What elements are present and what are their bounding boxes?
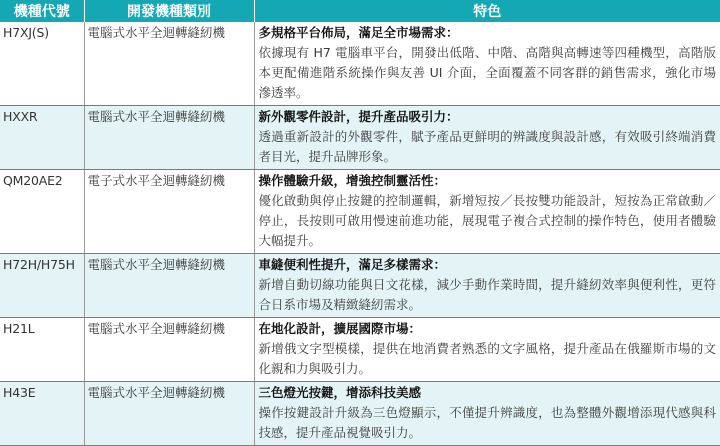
model-category: 電子式水平全迴轉縫紉機 bbox=[84, 170, 254, 254]
feature-description: 透過重新設計的外觀零件，賦予產品更鮮明的辨識度與設計感，有效吸引終端消費者目光，提升品牌形象。 bbox=[258, 129, 716, 164]
feature-description: 新增俄文字型模樣，提供在地消費者熟悉的文字風格，提升產品在俄羅斯市場的文化親和力與吸引力。 bbox=[258, 341, 716, 376]
feature-title: 在地化設計，擴展國際市場： bbox=[258, 321, 422, 336]
table-header-row bbox=[0, 0, 720, 22]
model-code: H43E bbox=[0, 382, 84, 446]
model-code: H21L bbox=[0, 318, 84, 382]
model-code: HXXR bbox=[0, 106, 84, 170]
feature-description: 操作按鍵設計升級為三色燈顯示，不僅提升辨識度，也為整體外觀增添現代感與科技感，提升產品視覺吸引力。 bbox=[258, 405, 716, 440]
model-code: H72H/H75H bbox=[0, 254, 84, 318]
model-category: 電腦式水平全迴轉縫紉機 bbox=[84, 318, 254, 382]
feature-description: 優化啟動與停止按鍵的控制邏輯，新增短按／長按雙功能設計，短按為正常啟動／停止，長按則可啟用慢速前進功能，展現電子複合式控制的操作特色，使用者體驗大幅提升。 bbox=[258, 193, 716, 248]
feature-description: 依據現有 H7 電腦車平台，開發出低階、中階、高階與高轉速等四種機型，高階版本更配備進階系統操作與友善 UI 介面，全面覆蓋不同客群的銷售需求，強化市場滲透率。 bbox=[258, 45, 716, 100]
feature-title: 操作體驗升級，增強控制靈活性： bbox=[258, 173, 447, 188]
model-category: 電腦式水平全迴轉縫紉機 bbox=[84, 382, 254, 446]
model-code: H7XJ(S) bbox=[0, 22, 84, 106]
table-row bbox=[0, 318, 720, 382]
table-row bbox=[0, 170, 720, 254]
feature-description: 新增自動切線功能與日文花樣，減少手動作業時間，提升縫紉效率與便利性，更符合日系市場及精緻縫紉需求。 bbox=[258, 277, 716, 312]
feature-title: 新外觀零件設計，提升產品吸引力： bbox=[258, 109, 459, 124]
model-category: 電腦式水平全迴轉縫紉機 bbox=[84, 254, 254, 318]
table-row bbox=[0, 106, 720, 170]
model-features bbox=[254, 106, 720, 170]
feature-title: 三色燈光按鍵，增添科技美感 bbox=[258, 385, 422, 400]
table-row bbox=[0, 382, 720, 446]
table-row bbox=[0, 254, 720, 318]
model-features bbox=[254, 318, 720, 382]
table-row bbox=[0, 22, 720, 106]
model-features bbox=[254, 22, 720, 106]
header-features: 特色 bbox=[254, 0, 720, 22]
model-code: QM20AE2 bbox=[0, 170, 84, 254]
feature-title: 車縫便利性提升，滿足多樣需求： bbox=[258, 257, 447, 272]
model-features bbox=[254, 170, 720, 254]
model-features bbox=[254, 254, 720, 318]
model-features bbox=[254, 382, 720, 446]
model-category: 電腦式水平全迴轉縫紉機 bbox=[84, 22, 254, 106]
header-code: 機種代號 bbox=[0, 0, 84, 22]
model-category: 電腦式水平全迴轉縫紉機 bbox=[84, 106, 254, 170]
header-category: 開發機種類別 bbox=[84, 0, 254, 22]
feature-title: 多規格平台佈局，滿足全市場需求： bbox=[258, 25, 459, 40]
